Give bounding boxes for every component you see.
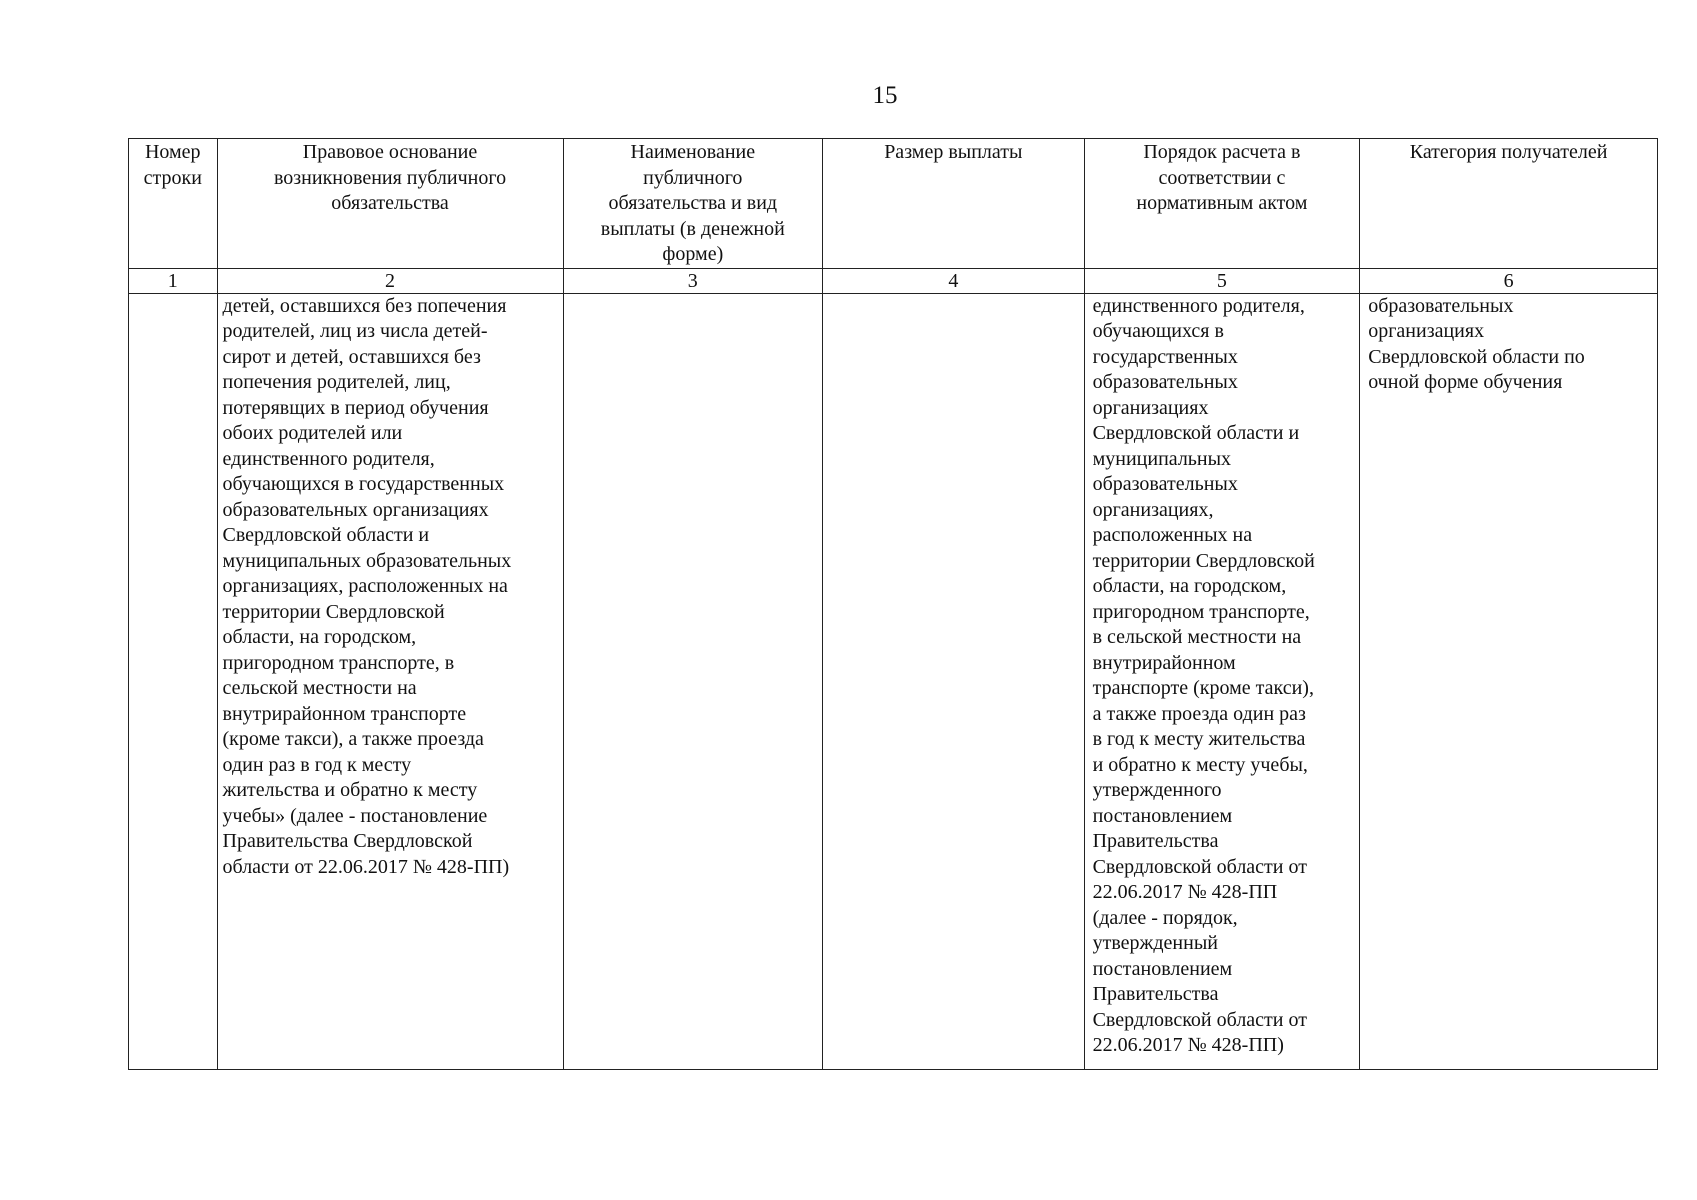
cell-row-number <box>129 293 218 1069</box>
column-number: 2 <box>217 268 563 293</box>
header-legal-basis: Правовое основание возникновения публичного обязательства <box>217 139 563 269</box>
column-number: 1 <box>129 268 218 293</box>
cell-recipient-category: образовательных организациях Свердловской области по очной форме обучения <box>1360 293 1658 1069</box>
page-number: 15 <box>872 82 898 109</box>
cell-legal-basis: детей, оставшихся без попечения родителей, лиц из числа детей- сирот и детей, оставшихся без попечения родителей, лиц, потерявщих в период обучения обоих родителей или единственного родителя, обучающихся в государственных образовательных организациях Свердловской области и муниципальных образовательных организациях, расположенных на территории Свердловской области, на городском, пригородном транспорте, в сельской местности на внутрирайонном транспорте (кроме такси), а также проезда один раз в год к месту жительства и обратно к месту учебы» (далее - постановление Правительства Свердловской области от 22.06.2017 № 428-ПП) <box>217 293 563 1069</box>
header-recipient-category: Категория получателей <box>1360 139 1658 269</box>
column-number: 5 <box>1084 268 1360 293</box>
column-numbers-row <box>129 268 1658 293</box>
header-obligation-name: Наименование публичного обязательства и вид выплаты (в денежной форме) <box>563 139 823 269</box>
column-number: 3 <box>563 268 823 293</box>
obligations-table <box>128 138 1658 1070</box>
table-header-row <box>129 139 1658 269</box>
header-row-number: Номер строки <box>129 139 218 269</box>
column-number: 4 <box>823 268 1085 293</box>
cell-payment-amount <box>823 293 1085 1069</box>
table-row <box>129 293 1658 1069</box>
cell-obligation-name <box>563 293 823 1069</box>
header-payment-amount: Размер выплаты <box>823 139 1085 269</box>
header-calculation-procedure: Порядок расчета в соответствии с нормативным актом <box>1084 139 1360 269</box>
cell-calculation-procedure: единственного родителя, обучающихся в государственных образовательных организациях Свердловской области и муниципальных образовательных организациях, расположенных на территории Свердловской области, на городском, пригородном транспорте, в сельской местности на внутрирайонном транспорте (кроме такси), а также проезда один раз в год к месту жительства и обратно к месту учебы, утвержденного постановлением Правительства Свердловской области от 22.06.2017 № 428-ПП (далее - порядок, утвержденный постановлением Правительства Свердловской области от 22.06.2017 № 428-ПП) <box>1084 293 1360 1069</box>
column-number: 6 <box>1360 268 1658 293</box>
